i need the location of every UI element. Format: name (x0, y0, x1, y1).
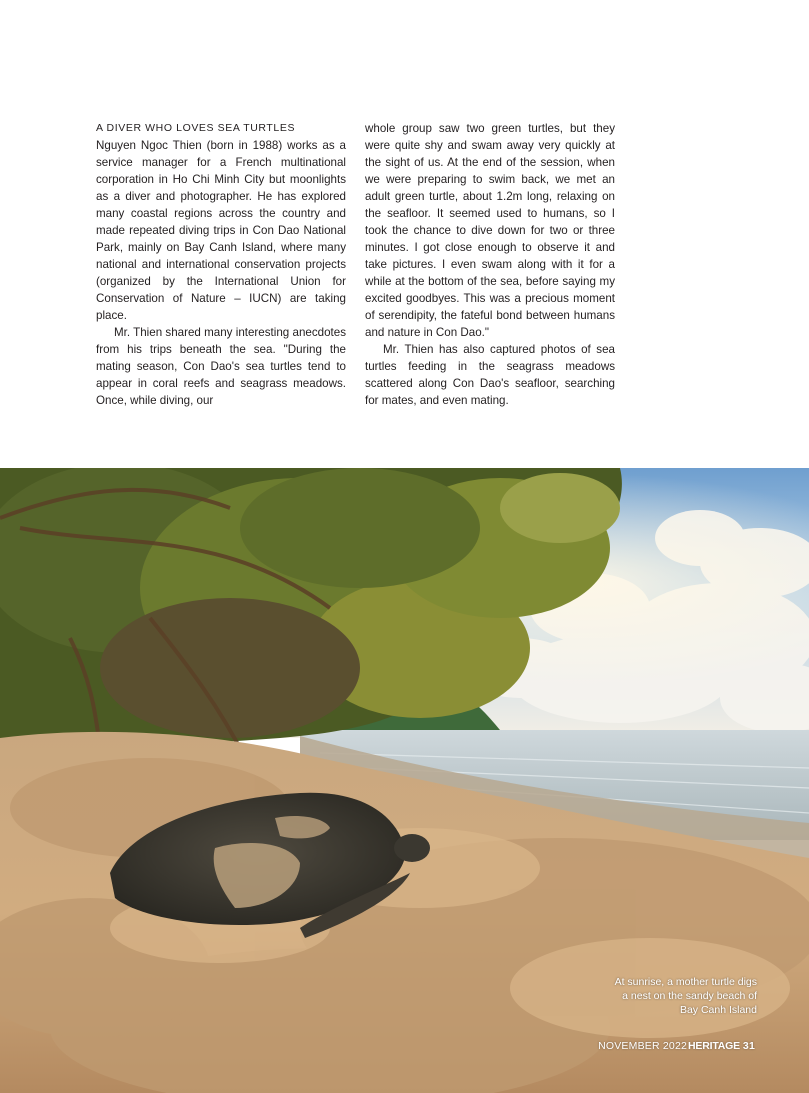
page-number: 31 (742, 1040, 755, 1052)
page-footer (598, 1040, 755, 1052)
magazine-name: HERITAGE (688, 1040, 740, 1052)
issue-date: NOVEMBER 2022 (598, 1040, 688, 1052)
article-column-left (96, 120, 346, 409)
paragraph-1: Nguyen Ngoc Thien (born in 1988) works as a service manager for a French multinational corporation in Ho Chi Minh City but moonlights as a diver and photographer. He has explored many coastal regions across the country and made repeated diving trips in Con Dao National Park, mainly on Bay Canh Island, where many national and international conservation projects (organized by the International Union for Conservation of Nature – IUCN) are taking place. (96, 139, 346, 322)
paragraph-2-end: whole group saw two green turtles, but they were quite shy and swam away very quickly at the sight of us. At the end of the session, when we were preparing to swim back, we met an adult green turtle, about 1.2m long, relaxing on the seafloor. It seemed used to humans, so I took the chance to dive down for two or three minutes. I got close enough to observe it and take pictures. I even swam along with it for a while at the bottom of the sea, before saying my excited goodbyes. This was a precious moment of serendipity, the fateful bond between humans and nature in Con Dao." (365, 122, 615, 339)
paragraph-2-start: Mr. Thien shared many interesting anecdotes from his trips beneath the sea. "During the mating season, Con Dao's sea turtles tend to appear in coral reefs and seagrass meadows. Once, while diving, our (96, 326, 346, 407)
photo-caption: At sunrise, a mother turtle digs a nest on the sandy beach of Bay Canh Island (614, 976, 757, 1016)
section-heading: A DIVER WHO LOVES SEA TURTLES (96, 122, 296, 134)
paragraph-3: Mr. Thien has also captured photos of sea turtles feeding in the seagrass meadows scattered along Con Dao's seafloor, searching for mates, and even mating. (365, 343, 615, 407)
article-column-right (365, 120, 615, 409)
